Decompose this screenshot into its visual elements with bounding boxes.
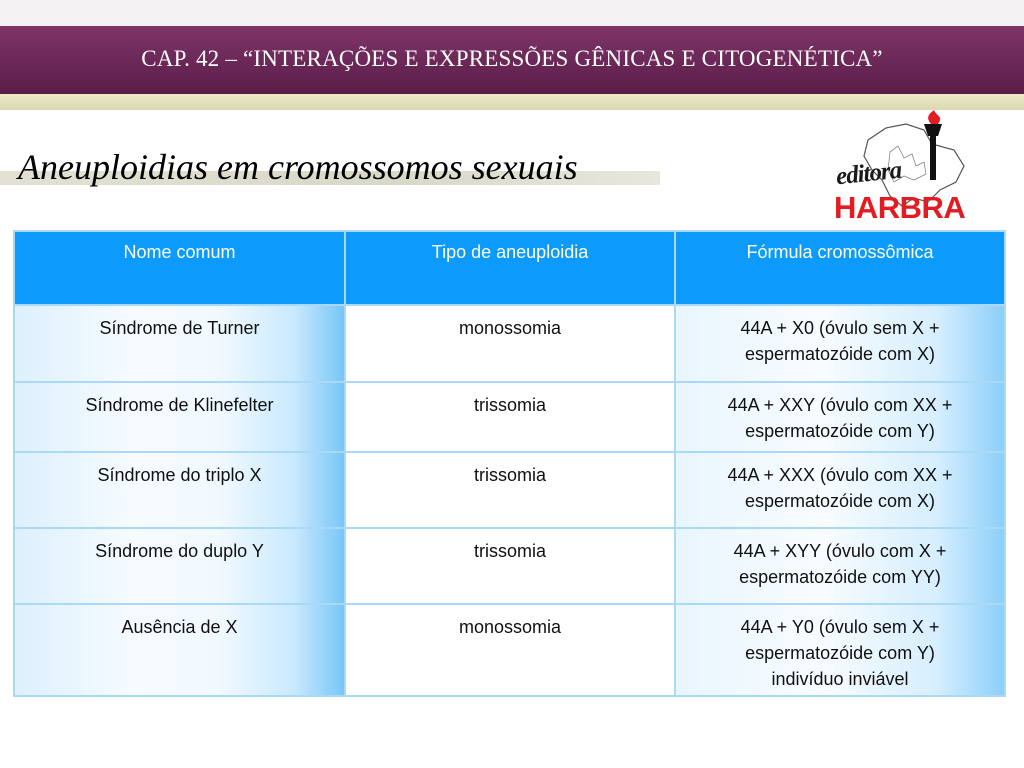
top-margin [0, 0, 1024, 26]
formula-line: 44A + XYY (óvulo com X + [733, 541, 947, 561]
formula-line: 44A + XXX (óvulo com XX + [727, 465, 953, 485]
formula-line: 44A + Y0 (óvulo sem X + [740, 617, 940, 637]
cell-tipo: monossomia [345, 604, 675, 696]
cell-nome: Síndrome de Klinefelter [14, 382, 345, 452]
logo-brand-text: HARBRA [834, 190, 966, 225]
header-tipo-aneuploidia: Tipo de aneuploidia [345, 231, 675, 305]
logo-script-text: editora [834, 156, 903, 191]
header-band [0, 26, 1024, 95]
formula-line: espermatozóide com Y) [745, 643, 935, 663]
formula-line: 44A + XXY (óvulo com XX + [727, 395, 953, 415]
table-row [14, 528, 1005, 604]
formula-line: indivíduo inviável [771, 669, 909, 689]
aneuploidy-table [13, 230, 1006, 697]
cell-tipo: monossomia [345, 305, 675, 382]
cell-formula [675, 305, 1005, 382]
cell-tipo: trissomia [345, 452, 675, 528]
formula-line: espermatozóide com YY) [739, 567, 941, 587]
harbra-logo [828, 110, 994, 228]
formula-line: espermatozóide com X) [744, 344, 936, 364]
header-formula-cromossomica: Fórmula cromossômica [675, 231, 1005, 305]
cell-nome: Ausência de X [14, 604, 345, 696]
cell-formula [675, 382, 1005, 452]
formula-line: espermatozóide com X) [744, 491, 936, 511]
formula-line: espermatozóide com Y) [745, 421, 935, 441]
table-row [14, 604, 1005, 696]
cell-nome: Síndrome do triplo X [14, 452, 345, 528]
cell-formula [675, 528, 1005, 604]
table-row [14, 382, 1005, 452]
cell-formula [675, 604, 1005, 696]
cell-nome: Síndrome do duplo Y [14, 528, 345, 604]
slide-title: Aneuploidias em cromossomos sexuais [18, 147, 578, 187]
cell-tipo: trissomia [345, 528, 675, 604]
formula-line: 44A + X0 (óvulo sem X + [740, 318, 940, 338]
cell-tipo: trissomia [345, 382, 675, 452]
table-row [14, 452, 1005, 528]
cell-formula [675, 452, 1005, 528]
accent-strip [0, 94, 1024, 110]
chapter-title: CAP. 42 – “INTERAÇÕES E EXPRESSÕES GÊNICAS E CITOGENÉTICA” [141, 46, 883, 71]
table-header-row [14, 231, 1005, 305]
header-nome-comum: Nome comum [14, 231, 345, 305]
cell-nome: Síndrome de Turner [14, 305, 345, 382]
table-row [14, 305, 1005, 382]
